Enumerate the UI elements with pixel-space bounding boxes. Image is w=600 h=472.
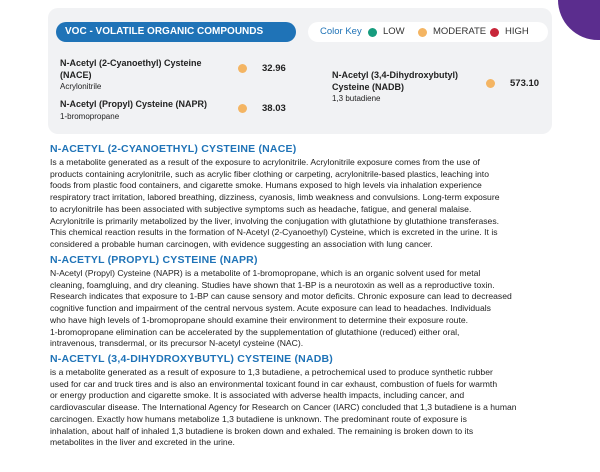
section-body-nace — [50, 157, 550, 251]
nadb-line: carcinogen. Exactly how humans metabolize 1,3 butadiene is unknown. The predominant route of exposure is — [50, 413, 467, 424]
legend-item-moderate — [418, 22, 486, 42]
marker-nadb-source: 1,3 butadiene — [332, 94, 381, 103]
section-body-napr — [50, 268, 550, 350]
color-key-label: Color Key — [320, 26, 362, 37]
nadb-line: cardiovascular disease. The International Agency for Research on Cancer (IARC) concluded that 1,3 butadiene is a human — [50, 402, 517, 413]
napr-line: who have high levels of 1-bromopropane should examine their environment to determine their exposure route. — [50, 314, 468, 325]
marker-napr-name: N-Acetyl (Propyl) Cysteine (NAPR) — [60, 99, 208, 109]
napr-line: 1-bromopropane elimination can be accelerated by the supplementation of glutathione (reduced) either oral, — [50, 326, 460, 337]
color-key — [308, 22, 548, 42]
corner-decoration — [558, 0, 600, 40]
marker-nadb-level-dot-icon — [486, 79, 495, 88]
marker-nace-source: Acrylonitrile — [60, 82, 102, 91]
nace-line: considered a probable human carcinogen, with evidence suggesting an association with lung cancer. — [50, 238, 433, 249]
section-body-nadb — [50, 367, 550, 449]
low-dot-icon — [368, 28, 377, 37]
section-title-nace: N-ACETYL (2-CYANOETHYL) CYSTEINE (NACE) — [50, 143, 297, 155]
nace-line: foods from plastic food containers, and cigarette smoke. Humans exposed to high levels via inhalation experience — [50, 180, 482, 191]
high-dot-icon — [490, 28, 499, 37]
napr-line: N-Acetyl (Propyl) Cysteine (NAPR) is a metabolite of 1-bromopropane, which is an organic solvent used for metal — [50, 268, 481, 278]
marker-nadb-value: 573.10 — [510, 78, 540, 89]
marker-nace-name: N-Acetyl (2-Cyanoethyl) Cysteine (NACE) — [60, 58, 202, 80]
nace-line: products containing acrylonitrile, such as acrylic fiber clothing or carpeting, acrylonitrile-based plastics, leaching into — [50, 168, 489, 179]
marker-napr — [60, 99, 240, 123]
nace-line: respiratory tract irritation, labored breathing, dizziness, cyanosis, limb weakness and convulsions. Long-term exposure — [50, 192, 500, 203]
legend-low-label: LOW — [383, 26, 405, 37]
napr-line: cleaning, foamgluing, and dry cleaning. Studies have shown that 1-BP is a neurotoxin as well as a reproductive toxin. — [50, 279, 495, 290]
nace-line: Is a metabolite generated as a result of the exposure to acrylonitrile. Acrylonitrile exposure comes from the use of — [50, 157, 480, 167]
nadb-line: metabolites in the liver and excreted in the urine. — [50, 437, 235, 448]
moderate-dot-icon — [418, 28, 427, 37]
marker-nace — [60, 58, 230, 93]
marker-napr-value: 38.03 — [262, 103, 286, 114]
marker-napr-level-dot-icon — [238, 104, 247, 113]
legend-moderate-label: MODERATE — [433, 26, 487, 37]
legend-item-low — [368, 22, 405, 42]
section-header — [56, 22, 296, 42]
nace-line: to acrylonitrile has been associated with subjective symptoms such as headache, fatigue, and general malaise. — [50, 203, 472, 214]
nadb-line: is a metabolite generated as a result of exposure to 1,3 butadiene, a petrochemical used to produce synthetic rubber — [50, 367, 493, 377]
nadb-line: inhalation, about half of inhaled 1,3 butadiene is broken down and exhaled. The remaining is broken down to its — [50, 425, 474, 436]
legend-item-high — [490, 22, 529, 42]
section-title-napr: N-ACETYL (PROPYL) CYSTEINE (NAPR) — [50, 254, 258, 266]
nace-line: Acrylonitrile is primarily metabolized by the liver, involving the conjugation with glutathione by glutathione transferases. — [50, 215, 500, 226]
napr-line: cognitive function and impairment of the central nervous system. Acute exposure can lead to headaches. Individuals — [50, 303, 491, 314]
section-header-title: VOC - VOLATILE ORGANIC COMPOUNDS — [65, 26, 264, 37]
marker-nadb-name: N-Acetyl (3,4-Dihydroxybutyl) Cysteine (NADB) — [332, 70, 459, 92]
marker-nace-level-dot-icon — [238, 64, 247, 73]
section-title-nadb: N-ACETYL (3,4-DIHYDROXYBUTYL) CYSTEINE (NADB) — [50, 353, 333, 365]
napr-line: intravenous, transdermal, or its precursor N-acetyl cysteine (NAC). — [50, 338, 304, 349]
marker-napr-source: 1-bromopropane — [60, 111, 120, 121]
marker-nadb — [332, 70, 472, 105]
napr-line: Research indicates that exposure to 1-BP can cause sensory and motor deficits. Chronic exposure can lead to decreased — [50, 291, 512, 302]
legend-high-label: HIGH — [505, 26, 529, 37]
nadb-line: used for car and truck tires and is also an environmental toxicant found in car exhaust, combustion of fuels for warmth — [50, 378, 498, 389]
nace-line: This chemical reaction results in the formation of N-Acetyl (2-Cyanoethyl) Cysteine, which is excreted in the urine. It is — [50, 227, 498, 238]
nadb-line: or energy production and cigarette smoke. It is associated with adverse health impacts, including cancer, and — [50, 390, 465, 401]
marker-nace-value: 32.96 — [262, 63, 286, 74]
